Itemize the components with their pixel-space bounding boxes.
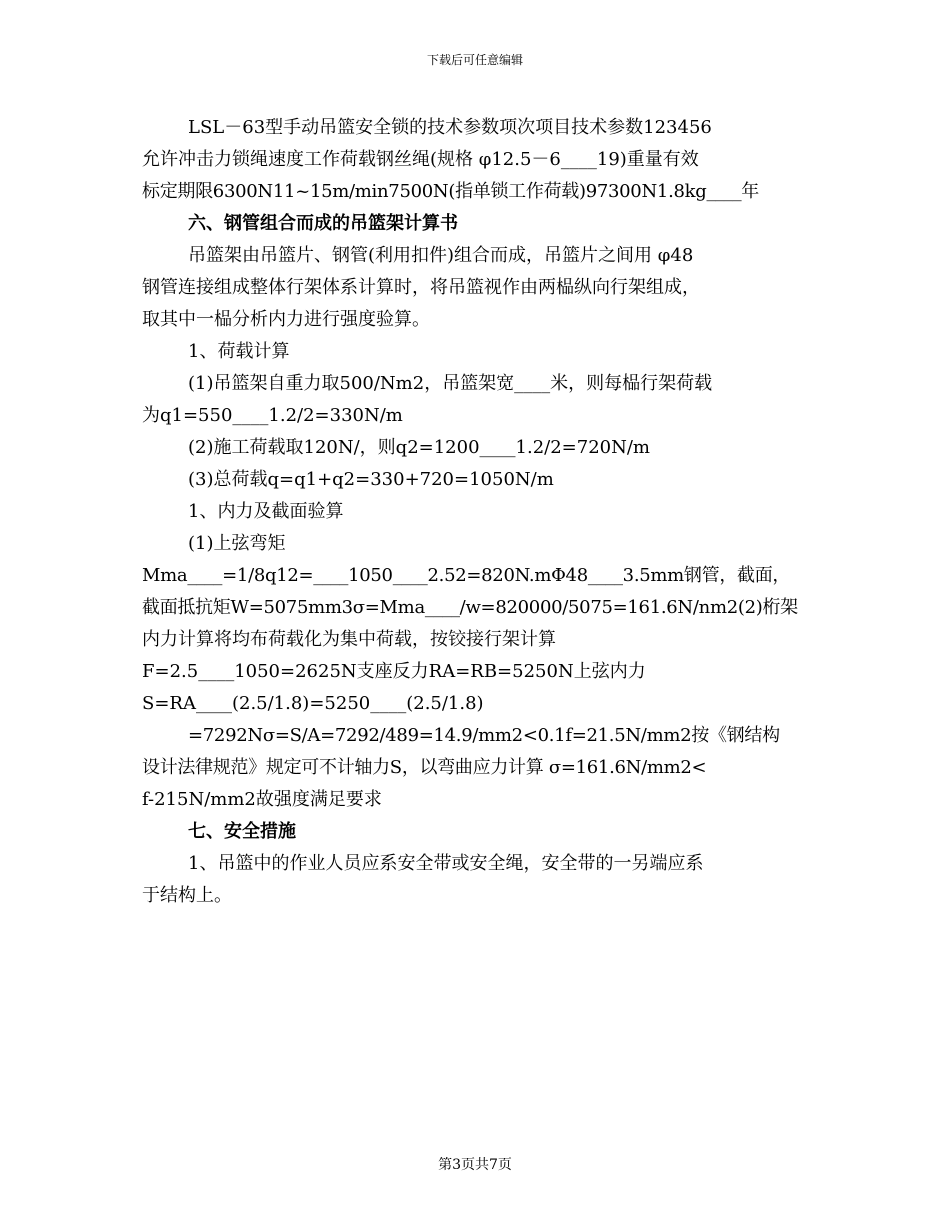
paragraph-line: =7292Nσ=S/A=7292/489=14.9/mm2<0.1f=21.5N/mm2按《钢结构 [188, 725, 780, 746]
section-heading: 六、钢管组合而成的吊篮架计算书 [188, 213, 458, 234]
paragraph-line: 取其中一榀分析内力进行强度验算。 [142, 309, 430, 330]
paragraph-line: 于结构上。 [142, 885, 232, 906]
paragraph-line: (1)吊篮架自重力取500/Nm2，吊篮架宽____米，则每榀行架荷载 [188, 373, 713, 394]
paragraph-line: 钢管连接组成整体行架体系计算时，将吊篮视作由两榀纵向行架组成， [142, 277, 700, 298]
paragraph-line: LSL－63型手动吊篮安全锁的技术参数项次项目技术参数123456 [188, 117, 712, 138]
paragraph-line: 标定期限6300N11~15m/min7500N(指单锁工作荷载)97300N1.8kg____年 [142, 181, 759, 202]
paragraph-line: 吊篮架由吊篮片、钢管(利用扣件)组合而成，吊篮片之间用 φ48 [188, 245, 694, 266]
paragraph-line: 内力计算将均布荷载化为集中荷载，按铰接行架计算 [142, 629, 556, 650]
paragraph-line: 设计法律规范》规定可不计轴力S，以弯曲应力计算 σ=161.6N/mm2< [142, 757, 707, 778]
paragraph-line: 1、吊篮中的作业人员应系安全带或安全绳，安全带的一另端应系 [188, 853, 704, 874]
paragraph-line: 为q1=550____1.2/2=330N/m [142, 405, 403, 426]
paragraph-line: (2)施工荷载取120N/，则q2=1200____1.2/2=720N/m [188, 437, 650, 458]
paragraph-line: 允许冲击力锁绳速度工作荷载钢丝绳(规格 φ12.5－6____19)重量有效 [142, 149, 699, 170]
paragraph-line: 截面抵抗矩W=5075mm3σ=Mma____/w=820000/5075=161.6N/nm2(2)桁架 [142, 597, 798, 618]
paragraph-line: S=RA____(2.5/1.8)=5250____(2.5/1.8) [142, 693, 484, 714]
document-body [142, 112, 812, 912]
subsection-heading: 1、荷载计算 [188, 341, 290, 362]
page-footer: 第3页共7页 [438, 1157, 512, 1173]
paragraph-line: F=2.5____1050=2625N支座反力RA=RB=5250N上弦内力 [142, 661, 646, 682]
paragraph-line: Mma____=1/8q12=____1050____2.52=820N.mΦ48____3.5mm钢管，截面， [142, 565, 791, 586]
paragraph-line: f-215N/mm2故强度满足要求 [142, 789, 382, 810]
subsection-heading: 1、内力及截面验算 [188, 501, 344, 522]
page-header: 下载后可任意编辑 [426, 53, 523, 67]
section-heading: 七、安全措施 [188, 821, 296, 842]
paragraph-line: (3)总荷载q=q1+q2=330+720=1050N/m [188, 469, 554, 490]
paragraph-line: (1)上弦弯矩 [188, 533, 286, 554]
